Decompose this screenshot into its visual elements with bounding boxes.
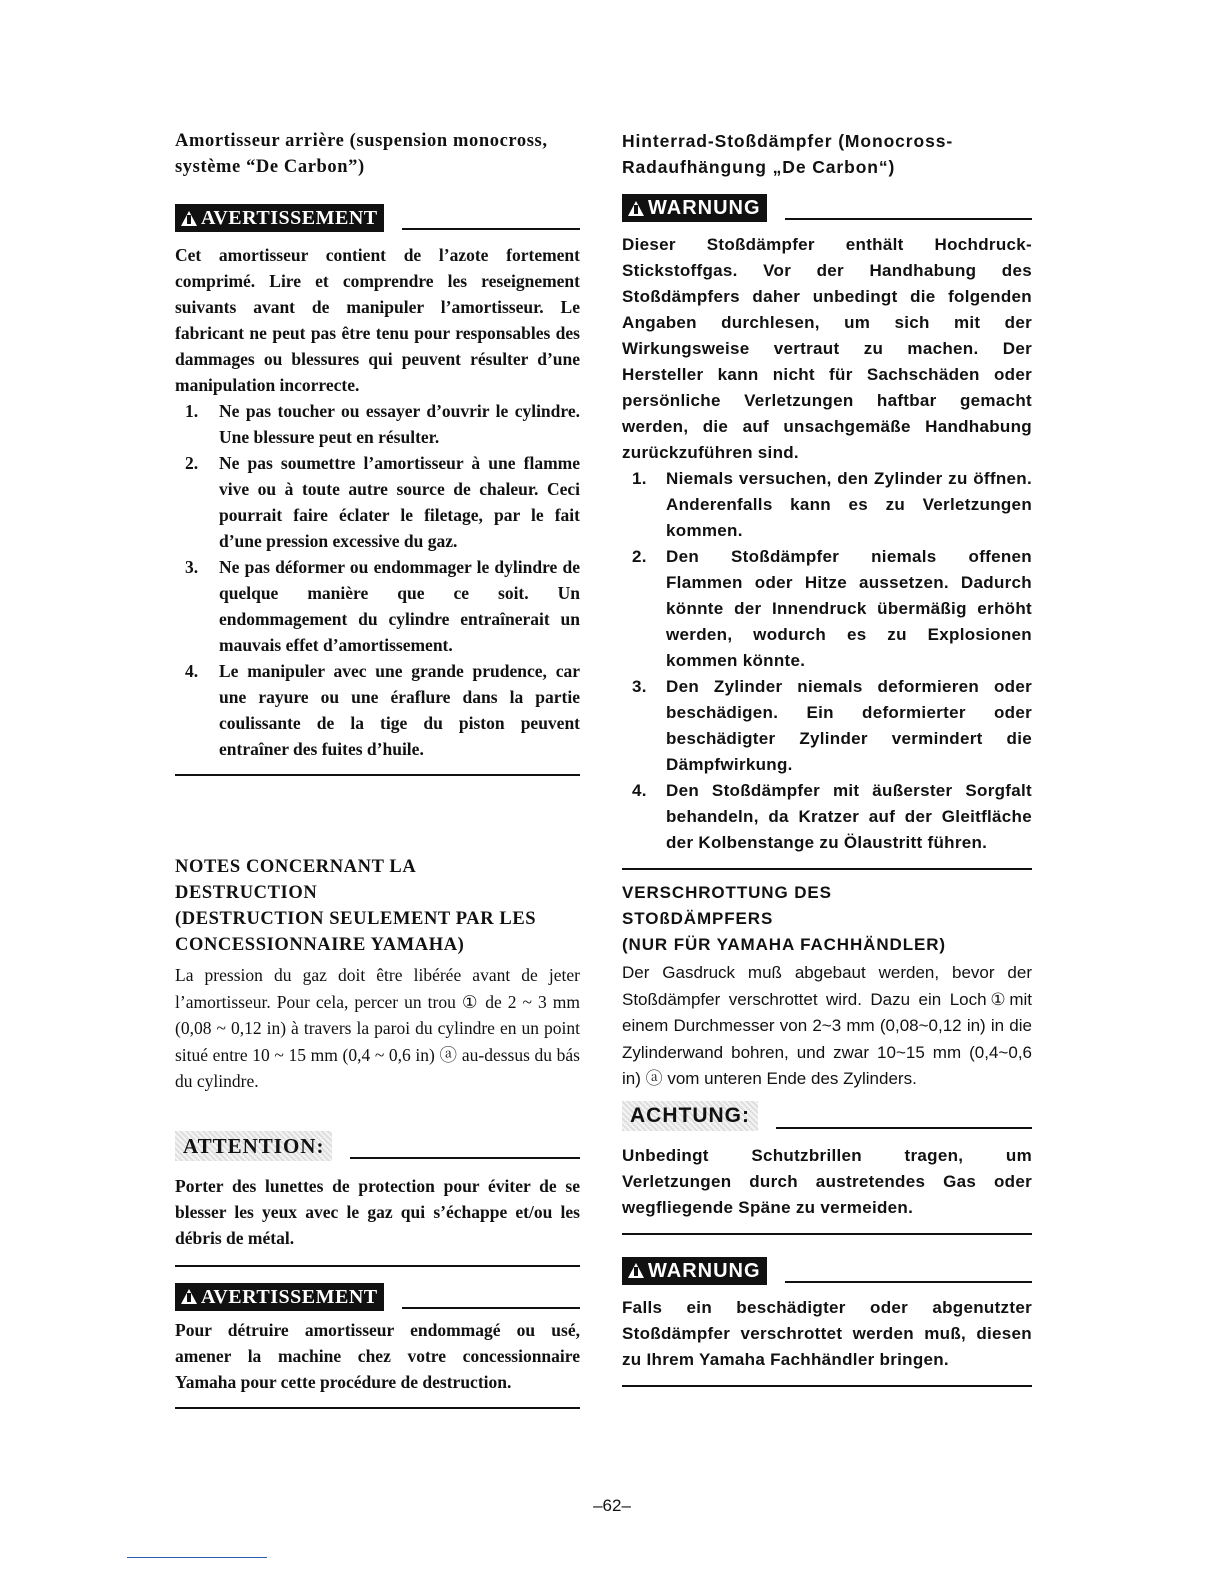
de-warning2-header	[622, 1255, 1032, 1285]
de-warning-text: Dieser Stoßdämpfer enthält Hochdruck-Stickstoffgas. Vor der Handhabung des Stoßdämpfers daher unbedingt die folgenden Angaben durchlesen, um sich mit der Wirkungsweise vertraut zu machen. Der Hersteller kann nicht für Sachschäden oder persönliche Verletzungen haftbar gemacht werden, die auf unsachgemäße Handhabung zurückzuführen sind.	[622, 235, 1032, 462]
list-item: 4. Den Stoßdämpfer mit äußerster Sorgfalt behandeln, da Kratzer auf der Gleitfläche der Kolbenstange zu Ölaustritt führen.	[632, 781, 1032, 852]
de-warning2-label: WARNUNG	[648, 1259, 761, 1282]
de-attention-text: Unbedingt Schutzbrillen tragen, um Verletzungen durch austretendes Gas oder wegfliegende Späne zu vermeiden.	[622, 1145, 1032, 1217]
fr-title-line-1: Amortisseur arrière (suspension monocross,	[175, 131, 548, 151]
warning-triangle-icon	[628, 1263, 644, 1278]
list-item: 1. Niemals versuchen, den Zylinder zu öffnen. Anderenfalls kann es zu Verletzungen kommen.	[632, 469, 1032, 540]
de-title: Hinterrad-Stoßdämpfer (Monocross- Radaufhängung „De Carbon“)	[622, 131, 954, 177]
fr-warning-list	[175, 398, 580, 762]
fr-warning-text: Cet amortisseur contient de l’azote fortement comprimé. Lire et comprendre les reseignement suivants avant de manipuler l’amortisseur. Le fabricant ne peut pas être tenu pour responsables des dammages ou blessures qui peuvent résulter d’une manipulation incorrecte.	[175, 245, 580, 395]
warning-triangle-icon	[181, 1289, 197, 1304]
fr-section-title: NOTES CONCERNANT LA DESTRUCTION (DESTRUCTION SEULEMENT PAR LES CONCESSIONNAIRE YAMAHA)	[175, 857, 537, 955]
list-item: 2. Ne pas soumettre l’amortisseur à une flamme vive ou à toute autre source de chaleur. Ceci pourrait faire éclater le filetage, par le fait d’une pression excessive du gaz.	[185, 453, 580, 551]
fr-warning-header	[175, 202, 580, 232]
fr-warning-end-rule	[175, 774, 580, 776]
fr-section-text: La pression du gaz doit être libérée avant de jeter l’amortisseur. Pour cela, percer un trou ① de 2 ~ 3 mm (0,08 ~ 0,12 in) à travers la paroi du cylindre en un point situé entre 10 ~ 15 mm (0,4 ~ 0,6 in) ⓐ au-dessus du bás du cylindre.	[175, 965, 580, 1091]
warning-triangle-icon	[628, 201, 644, 216]
fr-warning-badge	[175, 204, 384, 232]
fr-warning2-header	[175, 1281, 580, 1311]
fr-warning2-label: AVERTISSEMENT	[201, 1285, 378, 1308]
de-section-text: Der Gasdruck muß abgebaut werden, bevor der Stoßdämpfer verschrottet wird. Dazu ein Loch①mit einem Durchmesser von 2~3 mm (0,08~0,12 in) in die Zylinderwand bohren, und zwar 10~15 mm (0,4~0,6 in) ⓐ vom unteren Ende des Zylinders.	[622, 963, 1032, 1088]
de-section-title: VERSCHROTTUNG DES STOßDÄMPFERS (NUR FÜR YAMAHA FACHHÄNDLER)	[622, 883, 946, 954]
fr-attention-header	[175, 1129, 580, 1161]
de-warning-header	[622, 192, 1032, 222]
fr-title	[175, 128, 580, 180]
de-warning2-text: Falls ein beschädigter oder abgenutzter Stoßdämpfer verschrottet werden muß, diesen zu Ihrem Yamaha Fachhändler bringen.	[622, 1297, 1032, 1369]
fr-attention-text: Porter des lunettes de protection pour éviter de se blesser les yeux avec le gaz qui s’échappe et/ou les débris de métal.	[175, 1175, 580, 1248]
de-warning-label: WARNUNG	[648, 197, 761, 219]
list-item: 3. Ne pas déformer ou endommager le dylindre de quelque manière que ce soit. Un endommagement du cylindre entraînerait un mauvais effet d’amortissement.	[185, 557, 580, 655]
de-attention-label: ACHTUNG:	[622, 1101, 758, 1131]
fr-title-line-2: système “De Carbon”)	[175, 157, 365, 177]
de-warning-list	[622, 466, 1032, 856]
list-item: 1. Ne pas toucher ou essayer d’ouvrir le cylindre. Une blessure peut en résulter.	[185, 401, 580, 447]
fr-warning2-text: Pour détruire amortisseur endommagé ou usé, amener la machine chez votre concessionnaire Yamaha pour cette procédure de destruction.	[175, 1319, 580, 1392]
french-column	[175, 128, 580, 1409]
list-item: 2. Den Stoßdämpfer niemals offenen Flammen oder Hitze aussetzen. Dadurch könnte der Innendruck übermäßig erhöht werden, wodurch es zu Explosionen kommen könnte.	[632, 547, 1032, 670]
warning-triangle-icon	[181, 211, 197, 226]
fr-warning-label: AVERTISSEMENT	[201, 207, 378, 229]
de-attention-header	[622, 1099, 1032, 1131]
fr-attention-label: ATTENTION:	[175, 1131, 332, 1161]
list-item: 3. Den Zylinder niemals deformieren oder beschädigen. Ein deformierter oder beschädigter Zylinder vermindert die Dämpfwirkung.	[632, 677, 1032, 774]
german-column	[622, 128, 1032, 1387]
de-warning-badge	[622, 194, 767, 222]
list-item: 4. Le manipuler avec une grande prudence, car une rayure ou une éraflure dans la partie coulissante de la tige du piston peuvent entraîner des fuites d’huile.	[185, 661, 580, 759]
page-number: –62–	[593, 1496, 631, 1515]
fr-warning-rule	[402, 228, 580, 230]
footnote-rule	[127, 1557, 267, 1558]
